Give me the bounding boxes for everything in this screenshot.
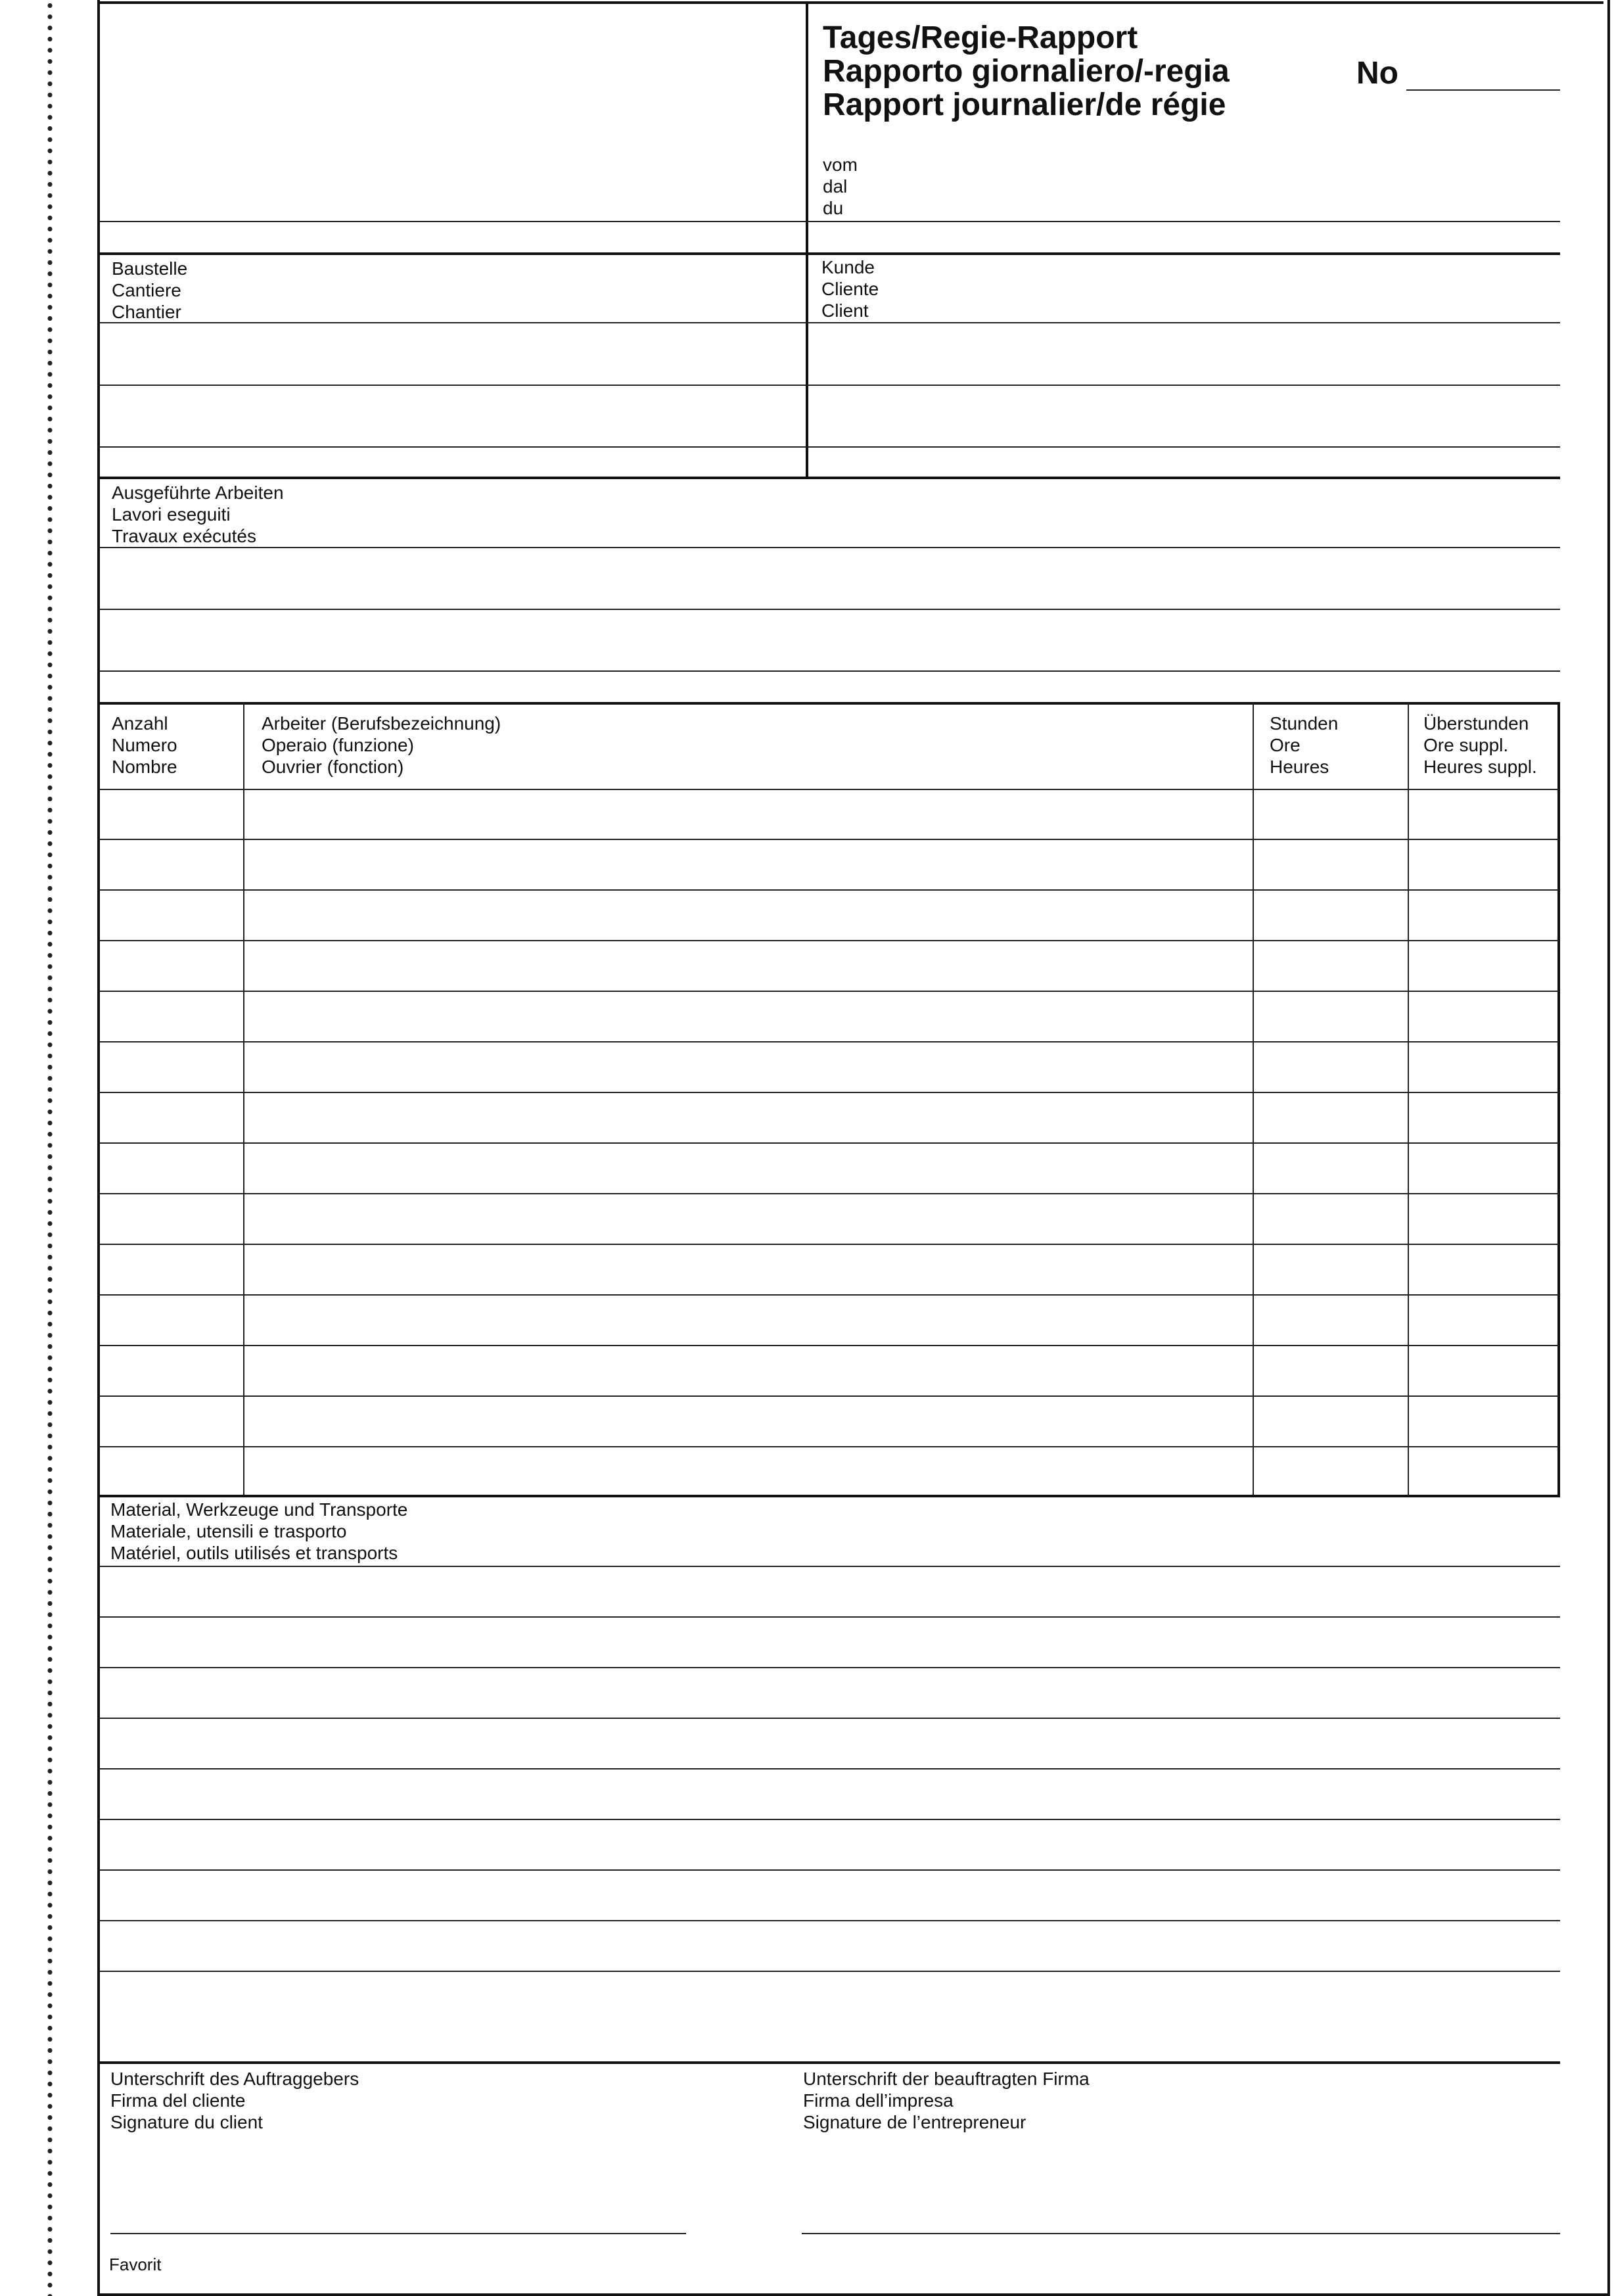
- col-header-worker: [262, 713, 501, 778]
- material-line[interactable]: [99, 1819, 1560, 1820]
- col-header-hours-it: Ore: [1270, 735, 1301, 755]
- site-label-de: Baustelle: [112, 258, 188, 279]
- col-header-overtime-it: Ore suppl.: [1423, 735, 1509, 755]
- col-header-count: [112, 713, 177, 778]
- site-line-2[interactable]: [99, 385, 806, 386]
- date-field[interactable]: [807, 221, 1560, 222]
- header-left-line[interactable]: [99, 221, 806, 222]
- table-row[interactable]: [99, 1193, 1559, 1194]
- table-row[interactable]: [99, 1092, 1559, 1093]
- col-header-hours: [1270, 713, 1338, 778]
- site-label-fr: Chantier: [112, 302, 181, 322]
- title-fr: Rapport journalier/de régie: [823, 87, 1226, 122]
- date-labels: [823, 154, 858, 219]
- material-line[interactable]: [99, 1869, 1560, 1871]
- site-labels: [112, 258, 187, 323]
- bottom-border: [97, 2293, 1609, 2296]
- material-line[interactable]: [99, 1718, 1560, 1719]
- contractor-signature-de: Unterschrift der beauftragten Firma: [803, 2069, 1090, 2089]
- col-header-worker-de: Arbeiter (Berufsbezeichnung): [262, 713, 501, 734]
- title-de: Tages/Regie-Rapport: [823, 20, 1138, 55]
- workers-table-bottom: [99, 1495, 1560, 1497]
- number-field[interactable]: [1406, 89, 1560, 91]
- workers-table-right: [1557, 702, 1560, 1497]
- work-line-2[interactable]: [99, 609, 1560, 610]
- material-line[interactable]: [99, 1566, 1560, 1567]
- client-signature-de: Unterschrift des Auftraggebers: [110, 2069, 359, 2089]
- title-it: Rapporto giornaliero/-regia: [823, 54, 1230, 89]
- contractor-signature-labels: [803, 2068, 1090, 2133]
- table-row[interactable]: [99, 1395, 1559, 1397]
- table-row[interactable]: [99, 1446, 1559, 1447]
- client-line-2[interactable]: [807, 385, 1560, 386]
- col-divider-1: [243, 703, 244, 1496]
- header-divider: [806, 1, 808, 477]
- material-label-de: Material, Werkzeuge und Transporte: [110, 1499, 408, 1520]
- col-header-worker-fr: Ouvrier (fonction): [262, 757, 404, 777]
- client-label-it: Cliente: [821, 279, 879, 299]
- contractor-signature-it: Firma dell’impresa: [803, 2090, 954, 2111]
- number-label: No: [1356, 56, 1398, 91]
- site-line-1[interactable]: [99, 322, 806, 323]
- work-line-1[interactable]: [99, 547, 1560, 548]
- table-row[interactable]: [99, 889, 1559, 891]
- material-label-it: Materiale, utensili e trasporto: [110, 1521, 347, 1541]
- site-label-it: Cantiere: [112, 280, 181, 300]
- client-label-fr: Client: [821, 300, 869, 321]
- brand-name: Favorit: [109, 2255, 162, 2274]
- col-header-overtime-fr: Heures suppl.: [1423, 757, 1537, 777]
- table-row[interactable]: [99, 1244, 1559, 1245]
- col-header-hours-de: Stunden: [1270, 713, 1339, 734]
- material-line[interactable]: [99, 1920, 1560, 1921]
- date-label-it: dal: [823, 176, 848, 197]
- client-signature-line[interactable]: [110, 2233, 686, 2234]
- work-line-3[interactable]: [99, 670, 1560, 672]
- material-line[interactable]: [99, 1768, 1560, 1769]
- material-labels: [110, 1499, 407, 1564]
- client-labels: [821, 256, 879, 321]
- table-row[interactable]: [99, 991, 1559, 992]
- table-row[interactable]: [99, 1345, 1559, 1346]
- perforation-strip: [47, 0, 53, 2296]
- right-border: [1607, 0, 1610, 2296]
- contractor-signature-line[interactable]: [802, 2233, 1560, 2234]
- material-line[interactable]: [99, 1616, 1560, 1618]
- col-header-worker-it: Operaio (funzione): [262, 735, 414, 755]
- date-label-de: vom: [823, 154, 858, 175]
- material-label-fr: Matériel, outils utilisés et transports: [110, 1543, 398, 1563]
- top-border: [97, 1, 1603, 4]
- col-divider-2: [1253, 703, 1254, 1496]
- client-line-1[interactable]: [807, 322, 1560, 323]
- material-bottom-border: [99, 2061, 1560, 2064]
- site-line-3[interactable]: [99, 446, 806, 448]
- material-line[interactable]: [99, 1971, 1560, 1972]
- header-bottom-border: [99, 252, 1560, 255]
- col-header-count-de: Anzahl: [112, 713, 168, 734]
- work-label-de: Ausgeführte Arbeiten: [112, 482, 284, 503]
- col-header-count-fr: Nombre: [112, 757, 177, 777]
- col-header-overtime: [1423, 713, 1537, 778]
- contractor-signature-fr: Signature de l’entrepreneur: [803, 2112, 1026, 2132]
- client-line-3[interactable]: [807, 446, 1560, 448]
- table-row[interactable]: [99, 1142, 1559, 1144]
- table-header-line: [99, 789, 1559, 790]
- workers-table-top: [99, 702, 1560, 705]
- work-labels: [112, 482, 284, 547]
- col-divider-3: [1408, 703, 1409, 1496]
- client-label-de: Kunde: [821, 257, 875, 277]
- client-signature-labels: [110, 2068, 359, 2133]
- client-signature-it: Firma del cliente: [110, 2090, 246, 2111]
- material-line[interactable]: [99, 1667, 1560, 1668]
- left-margin-line: [97, 0, 100, 2296]
- client-signature-fr: Signature du client: [110, 2112, 263, 2132]
- col-header-count-it: Numero: [112, 735, 177, 755]
- table-row[interactable]: [99, 1041, 1559, 1043]
- col-header-overtime-de: Überstunden: [1423, 713, 1529, 734]
- form-title: [823, 21, 1230, 122]
- site-bottom-border: [99, 477, 1560, 479]
- work-label-fr: Travaux exécutés: [112, 526, 256, 546]
- table-row[interactable]: [99, 940, 1559, 941]
- table-row[interactable]: [99, 839, 1559, 840]
- col-header-hours-fr: Heures: [1270, 757, 1329, 777]
- table-row[interactable]: [99, 1294, 1559, 1296]
- date-label-fr: du: [823, 198, 844, 218]
- work-label-it: Lavori eseguiti: [112, 504, 231, 525]
